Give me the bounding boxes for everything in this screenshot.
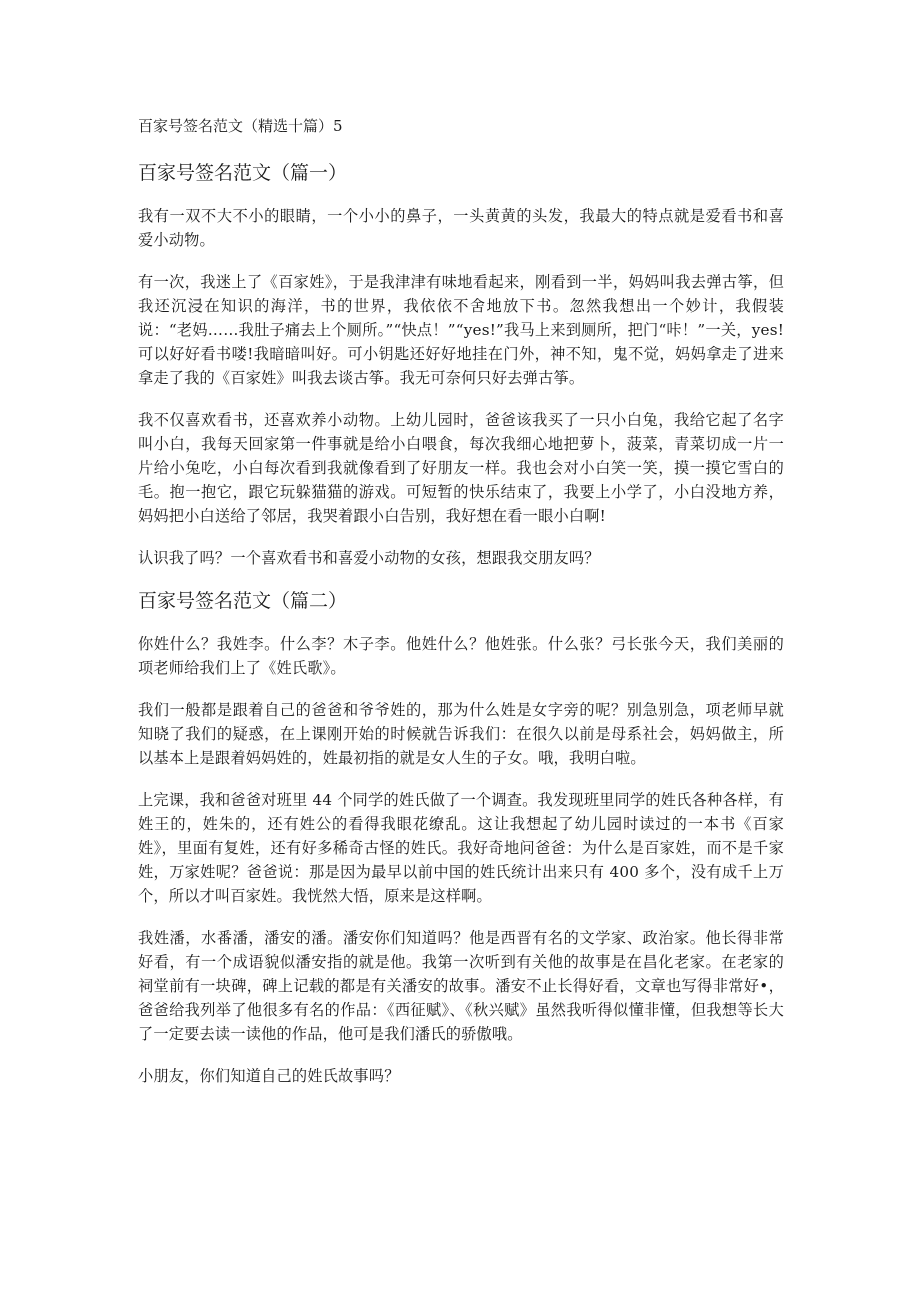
- section-1: [138, 160, 784, 570]
- document-page: [138, 116, 784, 1106]
- paragraph: 上完课，我和爸爸对班里 44 个同学的姓氏做了一个调查。我发现班里同学的姓氏各种各样，有姓王的，姓朱的，还有姓公的看得我眼花缭乱。这让我想起了幼儿园时读过的一本书《百家姓》，里面有复姓，还有好多稀奇古怪的姓氏。我好奇地问爸爸：为什么是百家姓，而不是千家姓，万家姓呢？爸爸说：那是因为最早以前中国的姓氏统计出来只有 400 多个，没有成千上万个，所以才叫百家姓。我恍然大悟，原来是这样啊。: [138, 791, 784, 905]
- section-heading: 百家号签名范文（篇二）: [138, 590, 348, 612]
- paragraph: 我姓潘，水番潘，潘安的潘。潘安你们知道吗？他是西晋有名的文学家、政治家。他长得非常好看，有一个成语貌似潘安指的就是他。我第一次听到有关他的故事是在昌化老家。在老家的祠堂前有一块碑，碑上记载的都是有关潘安的故事。潘安不止长得好看，文章也写得非常好•，爸爸给我列举了他很多有名的作品：《西征赋》、《秋兴赋》虽然我听得似懂非懂，但我想等长大了一定要去读一读他的作品，他可是我们潘氏的骄傲哦。: [138, 929, 784, 1043]
- paragraph: 我有一双不大不小的眼睛，一个小小的鼻子，一头黄黄的头发，我最大的特点就是爱看书和喜爱小动物。: [138, 207, 784, 249]
- paragraph: 小朋友，你们知道自己的姓氏故事吗？: [138, 1067, 400, 1085]
- section-heading: 百家号签名范文（篇一）: [138, 162, 348, 184]
- paragraph: 有一次，我迷上了《百家姓》，于是我津津有味地看起来，刚看到一半，妈妈叫我去弹古筝，但我还沉浸在知识的海洋，书的世界，我依依不舍地放下书。忽然我想出一个妙计，我假装说：“老妈……我肚子痛去上个厕所。”“快点！”“yes!”我马上来到厕所，把门“咔！”一关，yes!可以好好看书喽!我暗暗叫好。可小钥匙还好好地挂在门外，神不知，鬼不觉，妈妈拿走了进来拿走了我的《百家姓》叫我去谈古筝。我无可奈何只好去弹古筝。: [138, 273, 784, 387]
- section-2: [138, 588, 784, 1088]
- document-title: 百家号签名范文（精选十篇）5: [138, 117, 343, 135]
- paragraph: 我们一般都是跟着自己的爸爸和爷爷姓的，那为什么姓是女字旁的呢？别急别急，项老师早就知晓了我们的疑惑，在上课刚开始的时候就告诉我们：在很久以前是母系社会，妈妈做主，所以基本上是跟着妈妈姓的，姓最初指的就是女人生的子女。哦，我明白啦。: [138, 701, 784, 767]
- paragraph: 你姓什么？我姓李。什么李？木子李。他姓什么？他姓张。什么张？弓长张今天，我们美丽的项老师给我们上了《姓氏歌》。: [138, 635, 784, 677]
- paragraph: 我不仅喜欢看书，还喜欢养小动物。上幼儿园时，爸爸该我买了一只小白兔，我给它起了名字叫小白，我每天回家第一件事就是给小白喂食，每次我细心地把萝卜，菠菜，青菜切成一片一片给小兔吃，小白每次看到我就像看到了好朋友一样。我也会对小白笑一笑，摸一摸它雪白的毛。抱一抱它，跟它玩躲猫猫的游戏。可短暂的快乐结束了，我要上小学了，小白没地方养，妈妈把小白送给了邻居，我哭着跟小白告别，我好想在看一眼小白啊!: [138, 411, 784, 525]
- paragraph: 认识我了吗？一个喜欢看书和喜爱小动物的女孩，想跟我交朋友吗？: [138, 549, 600, 567]
